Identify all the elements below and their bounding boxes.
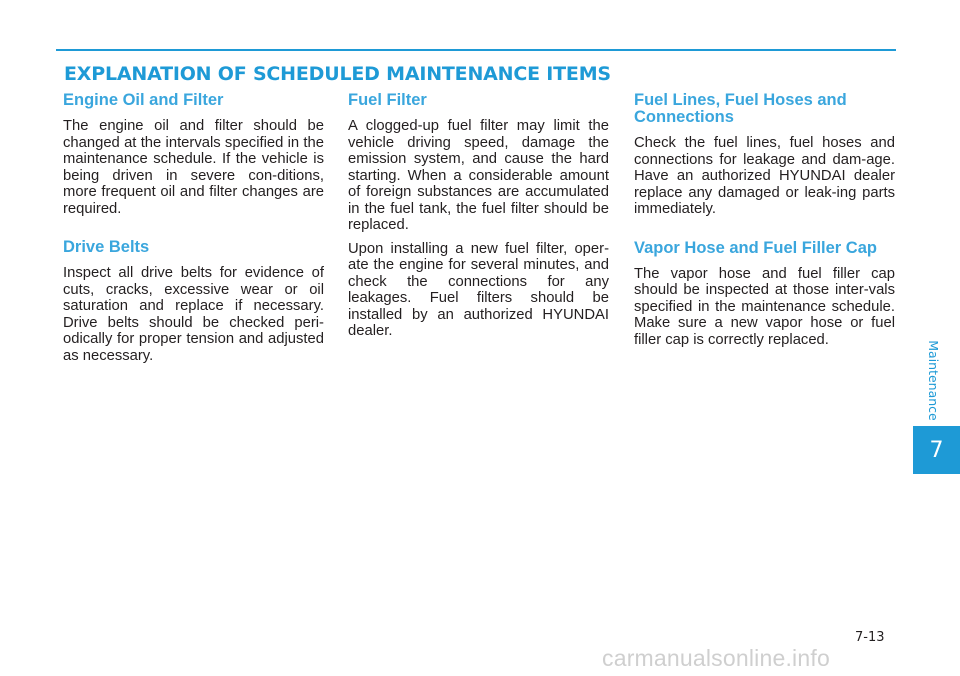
column-1 <box>63 92 324 386</box>
chapter-tab: 7 <box>913 426 960 474</box>
section-title: EXPLANATION OF SCHEDULED MAINTENANCE ITEMS <box>64 63 611 85</box>
topic-heading: Drive Belts <box>63 238 150 256</box>
topic-engine-oil-filter <box>63 92 324 217</box>
column-3 <box>634 92 895 370</box>
topic-heading: Vapor Hose and Fuel Filler Cap <box>634 238 877 257</box>
topic-vapor-hose <box>634 240 895 349</box>
topic-paragraph: The engine oil and filter should be changed at the intervals specified in the maintenance schedule. If the vehicle is being driven in severe con-ditions, more frequent oil and filter changes are required. <box>63 118 324 217</box>
topic-fuel-lines <box>634 92 895 218</box>
watermark: carmanualsonline.info <box>602 645 830 671</box>
topic-heading: Fuel Lines, Fuel Hoses and Connections <box>634 91 847 126</box>
topic-paragraph: The vapor hose and fuel filler cap should be inspected at those inter-vals specified in the maintenance schedule. Make sure a new vapor hose or fuel filler cap is correctly replaced. <box>634 265 895 348</box>
column-2 <box>348 92 609 362</box>
side-tab-label-text: Maintenance <box>925 339 941 421</box>
topic-paragraph: Upon installing a new fuel filter, oper-ate the engine for several minutes, and check the connections for any leakages. Fuel filters should be installed by an authorized HYUNDAI dealer. <box>348 240 609 339</box>
topic-heading: Engine Oil and Filter <box>63 91 224 109</box>
page-number: 7-13 <box>855 630 885 645</box>
topic-paragraph: Inspect all drive belts for evidence of cuts, cracks, excessive wear or oil saturation and replace if necessary. Drive belts should be checked peri-odically for proper tension and adjusted as necessary. <box>63 265 324 364</box>
topic-heading: Fuel Filter <box>348 91 427 109</box>
topic-drive-belts <box>63 239 324 364</box>
topic-fuel-filter <box>348 92 609 340</box>
topic-paragraph: A clogged-up fuel filter may limit the vehicle driving speed, damage the emission system, and cause the hard starting. When a considerable amount of foreign substances are accumulated in the fuel tank, the fuel filter should be replaced. <box>348 118 609 233</box>
topic-paragraph: Check the fuel lines, fuel hoses and connections for leakage and dam-age. Have an authorized HYUNDAI dealer replace any damaged or leak-ing parts immediately. <box>634 135 895 217</box>
side-tab-label <box>924 335 942 425</box>
header-rule <box>56 49 896 51</box>
